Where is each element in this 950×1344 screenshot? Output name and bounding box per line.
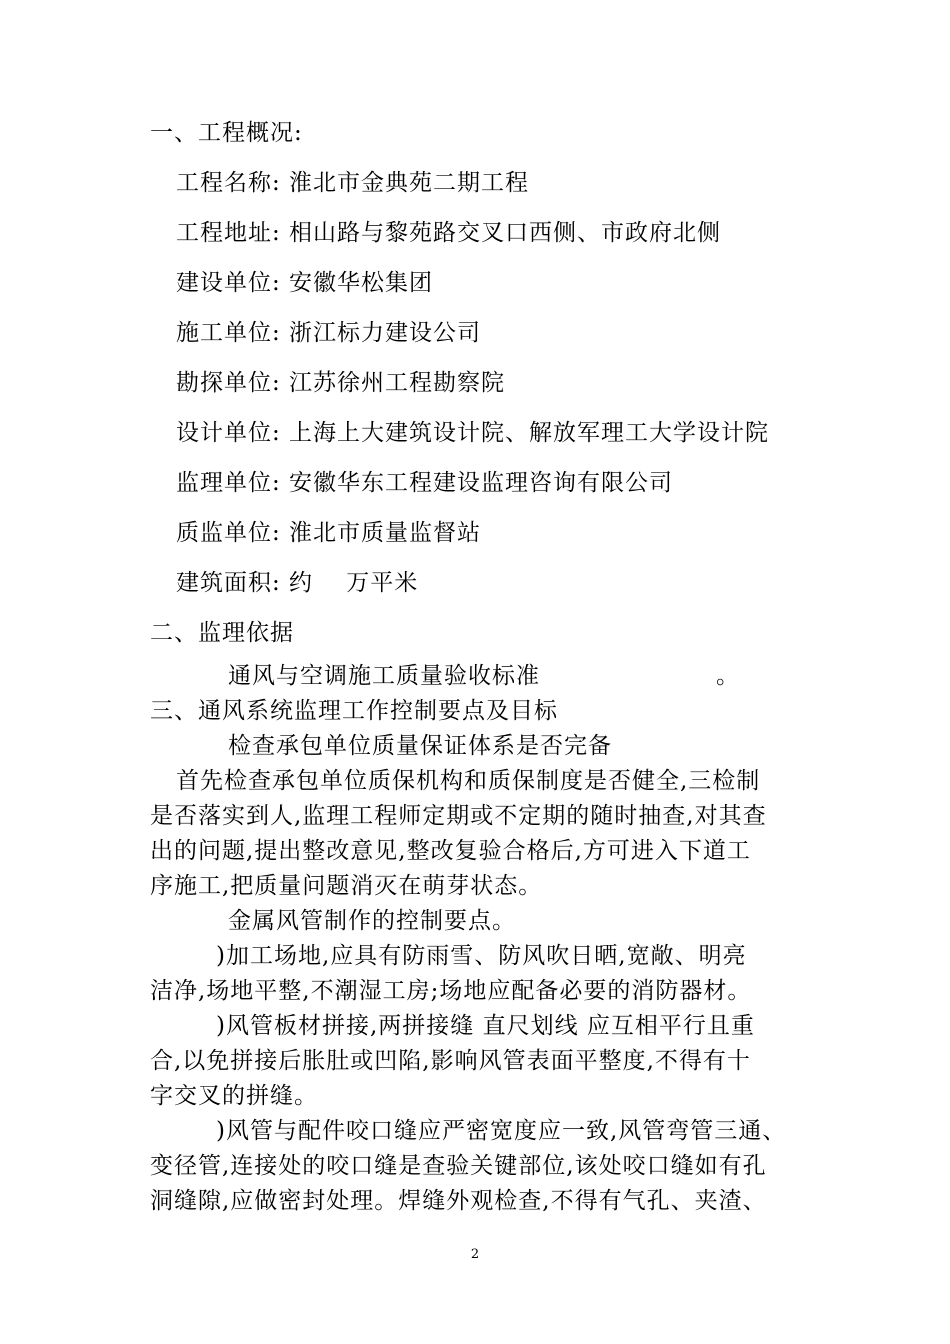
field-owner: 建设单位: 安徽华松集团 [176, 270, 434, 296]
field-contractor: 施工单位: 浙江标力建设公司 [176, 320, 482, 346]
field-design-unit: 设计单位: 上海上大建筑设计院、解放军理工大学设计院 [176, 420, 770, 446]
subheading: 金属风管制作的控制要点。 [228, 908, 516, 934]
paragraph-line: 字交叉的拼缝。 [150, 1083, 318, 1109]
section-heading: 一、工程概况: [150, 120, 303, 146]
basis-line: 通风与空调施工质量验收标准 [228, 663, 540, 689]
field-building-area: 建筑面积: 约 万平米 [176, 570, 419, 596]
paragraph-line: 洞缝隙,应做密封处理。焊缝外观检查,不得有气孔、夹渣、 [150, 1188, 767, 1214]
paragraph-line: 合,以免拼接后胀肚或凹陷,影响风管表面平整度,不得有十 [150, 1048, 751, 1074]
basis-line-end: 。 [716, 663, 740, 689]
paragraph-line: )风管与配件咬口缝应严密宽度应一致,风管弯管三通、 [216, 1118, 787, 1144]
page-number: 2 [470, 1247, 480, 1262]
field-project-name: 工程名称: 淮北市金典苑二期工程 [176, 170, 530, 196]
paragraph-line: 序施工,把质量问题消灭在萌芽状态。 [150, 873, 543, 899]
section-heading: 三、通风系统监理工作控制要点及目标 [150, 698, 558, 724]
paragraph-line: 首先检查承包单位质保机构和质保制度是否健全,三检制 [176, 768, 761, 794]
field-quality-station: 质监单位: 淮北市质量监督站 [176, 520, 482, 546]
field-supervision-unit: 监理单位: 安徽华东工程建设监理咨询有限公司 [176, 470, 674, 496]
paragraph-line: 出的问题,提出整改意见,整改复验合格后,方可进入下道工 [150, 838, 751, 864]
field-project-address: 工程地址: 相山路与黎苑路交叉口西侧、市政府北侧 [176, 220, 722, 246]
field-survey-unit: 勘探单位: 江苏徐州工程勘察院 [176, 370, 506, 396]
paragraph-line: )加工场地,应具有防雨雪、防风吹日晒,宽敞、明亮 [216, 943, 747, 969]
paragraph-line: )风管板材拼接,两拼接缝 直尺划线 应互相平行且重 [216, 1013, 755, 1039]
paragraph-line: 是否落实到人,监理工程师定期或不定期的随时抽查,对其查 [150, 803, 767, 829]
paragraph-line: 洁净,场地平整,不潮湿工房;场地应配备必要的消防器材。 [150, 978, 752, 1004]
subheading: 检查承包单位质量保证体系是否完备 [228, 733, 612, 759]
section-heading: 二、监理依据 [150, 620, 294, 646]
paragraph-line: 变径管,连接处的咬口缝是查验关键部位,该处咬口缝如有孔 [150, 1153, 767, 1179]
